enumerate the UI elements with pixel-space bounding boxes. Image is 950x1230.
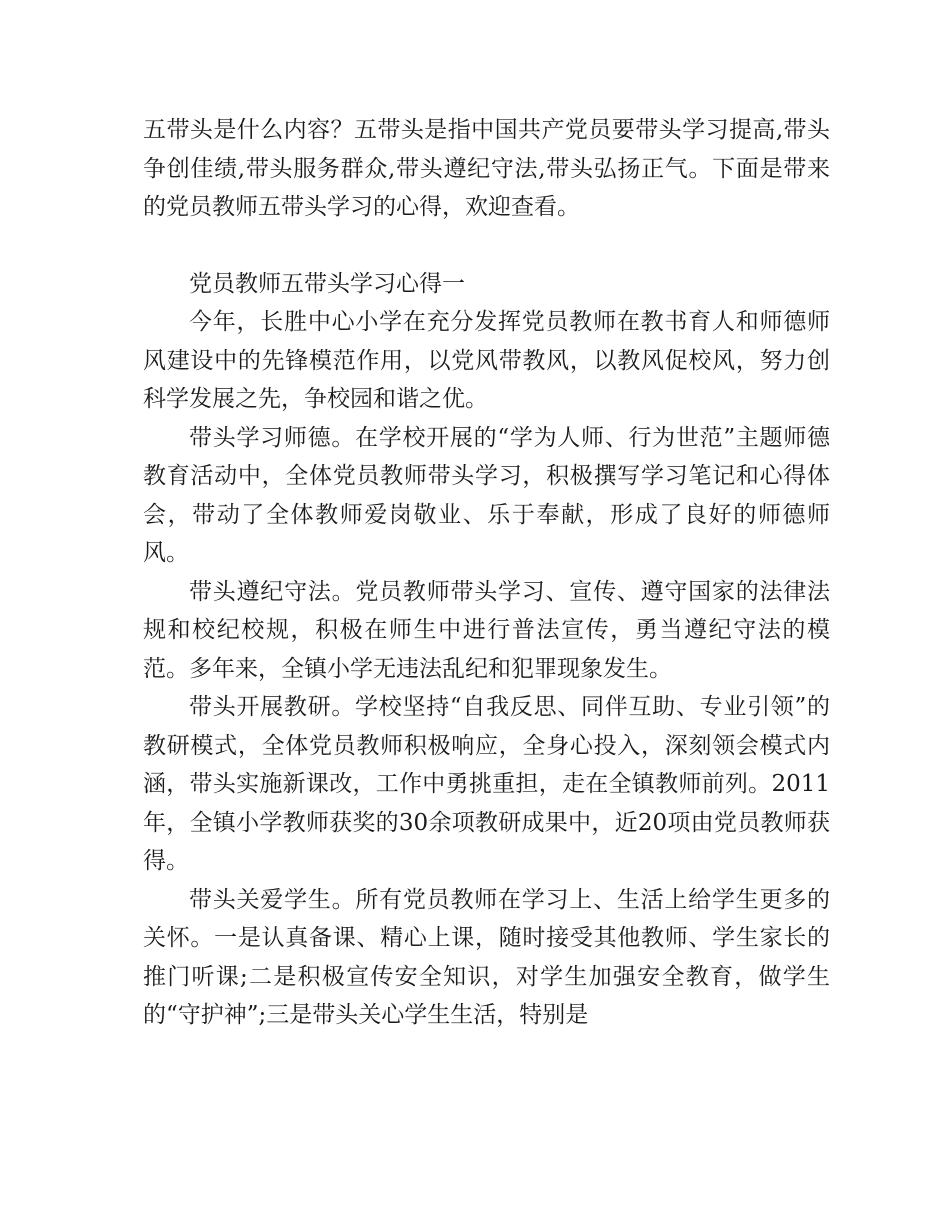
body-paragraph: 带头开展教研。学校坚持“自我反思、同伴互助、专业引领”的教研模式，全体党员教师积极响应，全身心投入，深刻领会模式内涵，带头实施新课改，工作中勇挑重担，走在全镇教师前列。2011年，全镇小学教师获奖的30余项教研成果中，近20项由党员教师获得。 bbox=[143, 694, 830, 874]
body-paragraph: 带头学习师德。在学校开展的“学为人师、行为世范”主题师德教育活动中，全体党员教师带头学习，积极撰写学习笔记和心得体会，带动了全体教师爱岗敬业、乐于奉献，形成了良好的师德师风。 bbox=[143, 424, 830, 566]
body-paragraph: 带头关爱学生。所有党员教师在学习上、生活上给学生更多的关怀。一是认真备课、精心上课，随时接受其他教师、学生家长的推门听课;二是积极宣传安全知识，对学生加强安全教育，做学生的“守护神”;三是带头关心学生生活，特别是 bbox=[143, 886, 830, 1028]
section-title: 党员教师五带头学习心得一 bbox=[189, 270, 465, 297]
intro-paragraph: 五带头是什么内容？五带头是指中国共产党员要带头学习提高,带头争创佳绩,带头服务群众,带头遵纪守法,带头弘扬正气。下面是带来的党员教师五带头学习的心得，欢迎查看。 bbox=[143, 117, 830, 220]
body-paragraph: 今年，长胜中心小学在充分发挥党员教师在教书育人和师德师风建设中的先锋模范作用，以党风带教风，以教风促校风，努力创科学发展之先，争校园和谐之优。 bbox=[143, 309, 830, 412]
body-paragraph: 带头遵纪守法。党员教师带头学习、宣传、遵守国家的法律法规和校纪校规，积极在师生中进行普法宣传，勇当遵纪守法的模范。多年来，全镇小学无违法乱纪和犯罪现象发生。 bbox=[143, 578, 830, 682]
